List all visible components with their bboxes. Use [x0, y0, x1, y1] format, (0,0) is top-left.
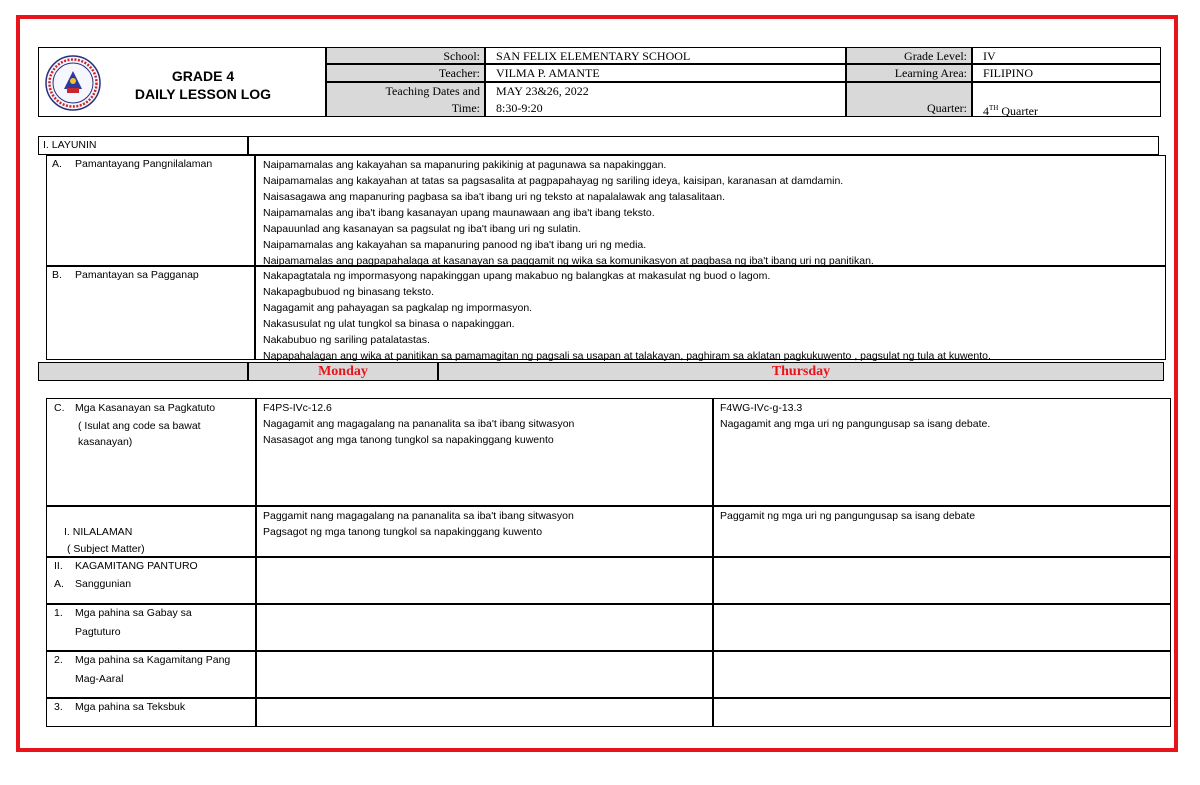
row-3-monday: [256, 698, 713, 727]
row-3-title: Mga pahina sa Teksbuk: [75, 701, 186, 713]
b-line-3: Nagagamit ang pahayagan sa pagkalap ng impormasyon.: [263, 302, 533, 314]
grade-level-label: Grade Level:: [904, 49, 967, 63]
b-line-4: Nakasusulat ng ulat tungkol sa binasa o napakinggan.: [263, 318, 515, 330]
row-c-sub-1: ( Isulat ang code sa bawat: [78, 420, 201, 432]
row-2-thursday: [713, 651, 1171, 698]
thursday-label: Thursday: [771, 364, 831, 379]
row-2-title-2: Mag-Aaral: [75, 673, 124, 685]
nilalaman-sub: ( Subject Matter): [67, 543, 145, 555]
school-label: School:: [443, 49, 480, 63]
learning-area-label-cell: [846, 64, 972, 82]
school-value-cell: [485, 47, 846, 64]
row-1-monday: [256, 604, 713, 651]
row-c-sub-2: kasanayan): [78, 436, 133, 448]
header-log-title: DAILY LESSON LOG: [134, 86, 272, 102]
b-line-5: Nakabubuo ng sariling patalatastas.: [263, 334, 430, 346]
teacher-label-cell: [326, 64, 485, 82]
layunin-title: I. LAYUNIN: [43, 139, 97, 151]
row-c-label-cell: [46, 398, 256, 506]
dates-label-line-1: Teaching Dates and: [385, 84, 480, 98]
dates-value-cell: [485, 82, 846, 117]
learning-area-value-cell: [972, 64, 1161, 82]
row-c-title: Mga Kasanayan sa Pagkatuto: [75, 402, 216, 414]
teacher-value: VILMA P. AMANTE: [496, 66, 600, 80]
learning-area-value: FILIPINO: [983, 66, 1033, 80]
row-c-label: C.: [54, 402, 65, 414]
a-line-1: Naipamamalas ang kakayahan sa mapanuring pakikinig at pagunawa sa napakinggan.: [263, 159, 667, 171]
quarter-sup: TH: [989, 104, 999, 112]
teacher-label: Teacher:: [438, 66, 480, 80]
row-c-monday: [256, 398, 713, 506]
dates-value-line-1: MAY 23&26, 2022: [496, 84, 589, 98]
section-a-title: Pamantayang Pangnilalaman: [75, 158, 213, 170]
dates-label-cell: [326, 82, 485, 117]
sanggunian-label: A.: [54, 578, 64, 590]
teacher-value-cell: [485, 64, 846, 82]
dates-label-line-2: Time:: [451, 101, 480, 115]
row-nilalaman-monday: [256, 506, 713, 557]
nil-thu-line-1: Paggamit ng mga uri ng pangungusap sa isang debate: [720, 510, 976, 522]
row-3-label: 3.: [54, 701, 63, 713]
c-thu-line-1: Nagagamit ang mga uri ng pangungusap sa isang debate.: [720, 418, 991, 430]
row-2-monday: [256, 651, 713, 698]
school-value: SAN FELIX ELEMENTARY SCHOOL: [496, 49, 691, 63]
a-line-3: Naisasagawa ang mapanuring pagbasa sa iba't ibang uri ng teksto at napalalawak ang talasalitaan.: [263, 191, 725, 203]
nil-mon-line-2: Pagsagot ng mga tanong tungkol sa napakinggang kuwento: [263, 526, 543, 538]
grade-level-label-cell: [846, 47, 972, 64]
quarter-num: 4: [983, 104, 989, 118]
deped-seal-icon: [45, 55, 101, 111]
section-a-content: [255, 155, 1166, 266]
kagamitan-label: II.: [54, 560, 63, 572]
section-b-content: [255, 266, 1166, 360]
quarter-label-cell: [846, 82, 972, 117]
row-nilalaman-thursday: [713, 506, 1171, 557]
sanggunian-title: Sanggunian: [75, 578, 132, 590]
quarter-label: Quarter:: [927, 101, 967, 115]
row-1-title-1: Mga pahina sa Gabay sa: [75, 607, 192, 619]
row-kagamitan-monday: [256, 557, 713, 604]
thursday-cell: [438, 362, 1164, 381]
section-a-label-cell: [46, 155, 255, 266]
row-2-title-1: Mga pahina sa Kagamitang Pang: [75, 654, 231, 666]
row-1-title-2: Pagtuturo: [75, 626, 121, 638]
c-mon-line-1: Nagagamit ang magagalang na pananalita sa iba't ibang sitwasyon: [263, 418, 575, 430]
section-a-label: A.: [52, 158, 62, 170]
quarter-word: Quarter: [998, 104, 1038, 118]
grade-level-value: IV: [983, 49, 996, 63]
row-nilalaman-label-cell: [46, 506, 256, 557]
a-line-4: Naipamamalas ang iba't ibang kasanayan upang maunawaan ang iba't ibang teksto.: [263, 207, 655, 219]
school-label-cell: [326, 47, 485, 64]
row-c-thursday: [713, 398, 1171, 506]
header-grade: GRADE 4: [171, 68, 235, 84]
quarter-value: [973, 83, 1160, 119]
b-line-1: Nakapagtatala ng impormasyong napakinggan upang makabuo ng balangkas at makasulat ng buod o lagom.: [263, 270, 771, 282]
c-mon-code: F4PS-IVc-12.6: [263, 402, 332, 414]
a-line-2: Naipamamalas ang kakayahan at tatas sa pagsasalita at pagpapahayag ng sariling ideya, kaisipan, karanasan at damdamin.: [263, 175, 844, 187]
section-b-label-cell: [46, 266, 255, 360]
c-mon-line-2: Nasasagot ang mga tanong tungkol sa napakinggang kuwento: [263, 434, 554, 446]
kagamitan-title: KAGAMITANG PANTURO: [75, 560, 198, 572]
section-b-title: Pamantayan sa Pagganap: [75, 269, 199, 281]
row-kagamitan-thursday: [713, 557, 1171, 604]
a-line-5: Napauunlad ang kasanayan sa pagsulat ng iba't ibang uri ng sulatin.: [263, 223, 581, 235]
a-line-6: Naipamamalas ang kakayahan sa mapanuring panood ng iba't ibang uri ng media.: [263, 239, 647, 251]
monday-label: Monday: [318, 364, 368, 379]
header-title-box: [38, 47, 326, 117]
learning-area-label: Learning Area:: [894, 66, 967, 80]
quarter-value-cell: [972, 82, 1161, 117]
b-line-2: Nakapagbubuod ng binasang teksto.: [263, 286, 435, 298]
c-thu-code: F4WG-IVc-g-13.3: [720, 402, 803, 414]
dates-value-line-2: 8:30-9:20: [496, 101, 543, 115]
layunin-empty-cell: [248, 136, 1159, 155]
nilalaman-title: I. NILALAMAN: [64, 526, 133, 538]
monday-cell: [248, 362, 438, 381]
grade-level-value-cell: [972, 47, 1161, 64]
row-3-thursday: [713, 698, 1171, 727]
row-3-label-cell: [46, 698, 256, 727]
b-line-6: Napapahalagan ang wika at panitikan sa pamamagitan ng pagsali sa usapan at talakayan, paghiram sa aklatan pagkukuwento , pagsulat ng tula at kuwento.: [263, 350, 991, 362]
row-2-label: 2.: [54, 654, 63, 666]
layunin-title-cell: [38, 136, 248, 155]
row-1-label-cell: [46, 604, 256, 651]
section-b-label: B.: [52, 269, 62, 281]
a-line-7: Naipamamalas ang pagpapahalaga at kasanayan sa paggamit ng wika sa komunikasyon at pagbasa ng iba't ibang uri ng panitikan.: [263, 255, 874, 267]
row-2-label-cell: [46, 651, 256, 698]
day-row-blank: [38, 362, 248, 381]
row-1-label: 1.: [54, 607, 63, 619]
nil-mon-line-1: Paggamit nang magagalang na pananalita sa iba't ibang sitwasyon: [263, 510, 574, 522]
row-kagamitan-label-cell: [46, 557, 256, 604]
row-1-thursday: [713, 604, 1171, 651]
